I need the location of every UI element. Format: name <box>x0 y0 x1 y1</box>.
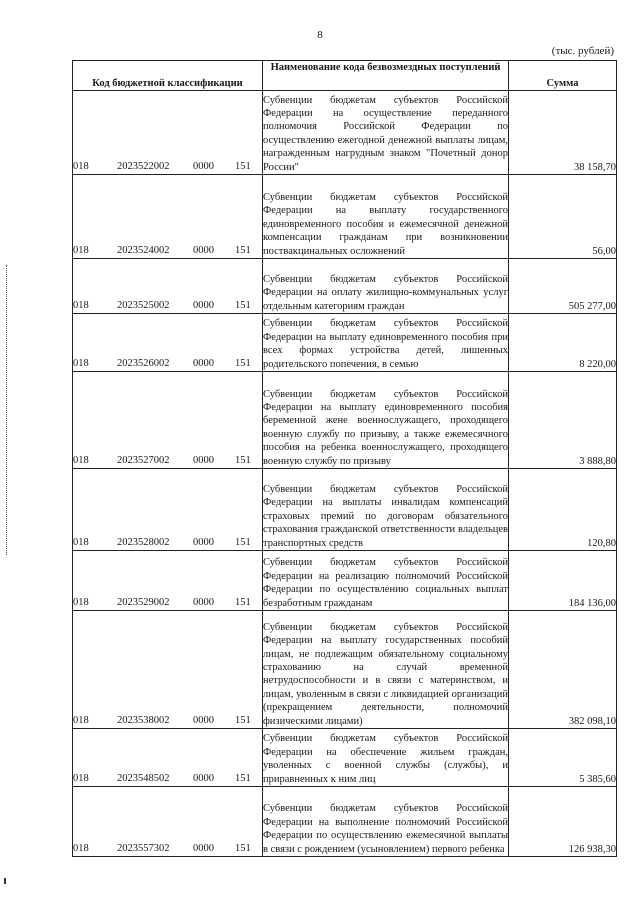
table-row <box>73 314 617 372</box>
admin-code: 018 <box>73 714 89 726</box>
table-row <box>73 259 617 314</box>
budget-code: 2023522002 <box>117 160 170 172</box>
sum-cell: 184 136,00 <box>509 551 617 611</box>
program-code: 0000 <box>193 454 214 466</box>
code-cell <box>73 259 263 314</box>
program-code: 0000 <box>193 714 214 726</box>
table-header-row <box>73 61 617 91</box>
table-row <box>73 787 617 857</box>
program-code: 0000 <box>193 596 214 608</box>
kosgu-code: 151 <box>235 536 251 548</box>
budget-code: 2023527002 <box>117 454 170 466</box>
kosgu-code: 151 <box>235 842 251 854</box>
table-row <box>73 729 617 787</box>
table-row <box>73 91 617 175</box>
name-cell: Субвенции бюджетам субъектов Российской Федерации на выполнение полномочий Российской Федерации по осуществлению ежемесячной выплаты в связи с рождением (усыновлением) первого ребенка <box>263 787 509 857</box>
admin-code: 018 <box>73 596 89 608</box>
sum-cell: 505 277,00 <box>509 259 617 314</box>
admin-code: 018 <box>73 160 89 172</box>
sum-cell: 382 098,10 <box>509 611 617 729</box>
table-row <box>73 372 617 469</box>
kosgu-code: 151 <box>235 299 251 311</box>
budget-code: 2023529002 <box>117 596 170 608</box>
kosgu-code: 151 <box>235 244 251 256</box>
name-cell: Субвенции бюджетам субъектов Российской Федерации на выплаты инвалидам компенсаций страховых премий по договорам обязательного страхования гражданской ответственности владельцев транспортных средств <box>263 469 509 551</box>
name-cell: Субвенции бюджетам субъектов Российской Федерации на выплату государственного единовременного пособия и ежемесячной денежной компенсации гражданам при возникновении поствакцинальных осложнений <box>263 175 509 259</box>
program-code: 0000 <box>193 357 214 369</box>
admin-code: 018 <box>73 772 89 784</box>
header-name: Наименование кода безвозмездных поступлений <box>263 61 509 91</box>
sum-cell: 38 158,70 <box>509 91 617 175</box>
admin-code: 018 <box>73 536 89 548</box>
margin-dotted-line <box>6 265 7 555</box>
table-row <box>73 469 617 551</box>
program-code: 0000 <box>193 160 214 172</box>
kosgu-code: 151 <box>235 454 251 466</box>
kosgu-code: 151 <box>235 357 251 369</box>
admin-code: 018 <box>73 244 89 256</box>
units-label: (тыс. рублей) <box>551 45 614 57</box>
program-code: 0000 <box>193 536 214 548</box>
name-cell: Субвенции бюджетам субъектов Российской Федерации на выплату единовременного пособия при всех формах устройства детей, лишенных родительского попечения, в семью <box>263 314 509 372</box>
admin-code: 018 <box>73 357 89 369</box>
sum-cell: 8 220,00 <box>509 314 617 372</box>
name-cell: Субвенции бюджетам субъектов Российской Федерации на выплату государственных пособий лицам, не подлежащим обязательному социальному страхованию на случай временной нетрудоспособности и в связи с материнством, и лицам, уволенным в связи с ликвидацией организаций (прекращением деятельности, полномочий физическими лицами) <box>263 611 509 729</box>
table-row <box>73 611 617 729</box>
header-code: Код бюджетной классификации <box>73 61 263 91</box>
header-sum: Сумма <box>509 61 617 91</box>
program-code: 0000 <box>193 299 214 311</box>
kosgu-code: 151 <box>235 596 251 608</box>
sum-cell: 126 938,30 <box>509 787 617 857</box>
code-cell <box>73 551 263 611</box>
kosgu-code: 151 <box>235 160 251 172</box>
table-row <box>73 551 617 611</box>
sum-cell: 5 385,60 <box>509 729 617 787</box>
budget-code: 2023525002 <box>117 299 170 311</box>
code-cell <box>73 729 263 787</box>
budget-code: 2023526002 <box>117 357 170 369</box>
budget-code: 2023557302 <box>117 842 170 854</box>
code-cell <box>73 175 263 259</box>
name-cell: Субвенции бюджетам субъектов Российской Федерации на осуществление переданного полномочия Российской Федерации по осуществлению ежегодной денежной выплаты лицам, награжденным нагрудным знаком "Почетный донор России" <box>263 91 509 175</box>
admin-code: 018 <box>73 842 89 854</box>
name-cell: Субвенции бюджетам субъектов Российской Федерации на оплату жилищно-коммунальных услуг отдельным категориям граждан <box>263 259 509 314</box>
name-cell: Субвенции бюджетам субъектов Российской Федерации на выплату единовременного пособия беременной жене военнослужащего, проходящего военную службу по призыву, а также ежемесячного пособия на ребенка военнослужащего, проходящего военную службу по призыву <box>263 372 509 469</box>
admin-code: 018 <box>73 299 89 311</box>
budget-code: 2023524002 <box>117 244 170 256</box>
code-cell <box>73 372 263 469</box>
table-row <box>73 175 617 259</box>
code-cell <box>73 611 263 729</box>
page-number: 8 <box>317 29 323 41</box>
code-cell <box>73 469 263 551</box>
budget-code: 2023548502 <box>117 772 170 784</box>
name-cell: Субвенции бюджетам субъектов Российской Федерации на обеспечение жильем граждан, уволенных с военной службы (службы), и приравненных к ним лиц <box>263 729 509 787</box>
budget-code: 2023538002 <box>117 714 170 726</box>
code-cell <box>73 787 263 857</box>
sum-cell: 56,00 <box>509 175 617 259</box>
kosgu-code: 151 <box>235 714 251 726</box>
margin-tick <box>4 878 6 884</box>
program-code: 0000 <box>193 244 214 256</box>
code-cell <box>73 91 263 175</box>
budget-table <box>72 60 617 857</box>
name-cell: Субвенции бюджетам субъектов Российской Федерации на реализацию полномочий Российской Федерации по осуществлению социальных выплат безработным гражданам <box>263 551 509 611</box>
program-code: 0000 <box>193 772 214 784</box>
budget-code: 2023528002 <box>117 536 170 548</box>
admin-code: 018 <box>73 454 89 466</box>
sum-cell: 120,80 <box>509 469 617 551</box>
sum-cell: 3 888,80 <box>509 372 617 469</box>
code-cell <box>73 314 263 372</box>
kosgu-code: 151 <box>235 772 251 784</box>
program-code: 0000 <box>193 842 214 854</box>
